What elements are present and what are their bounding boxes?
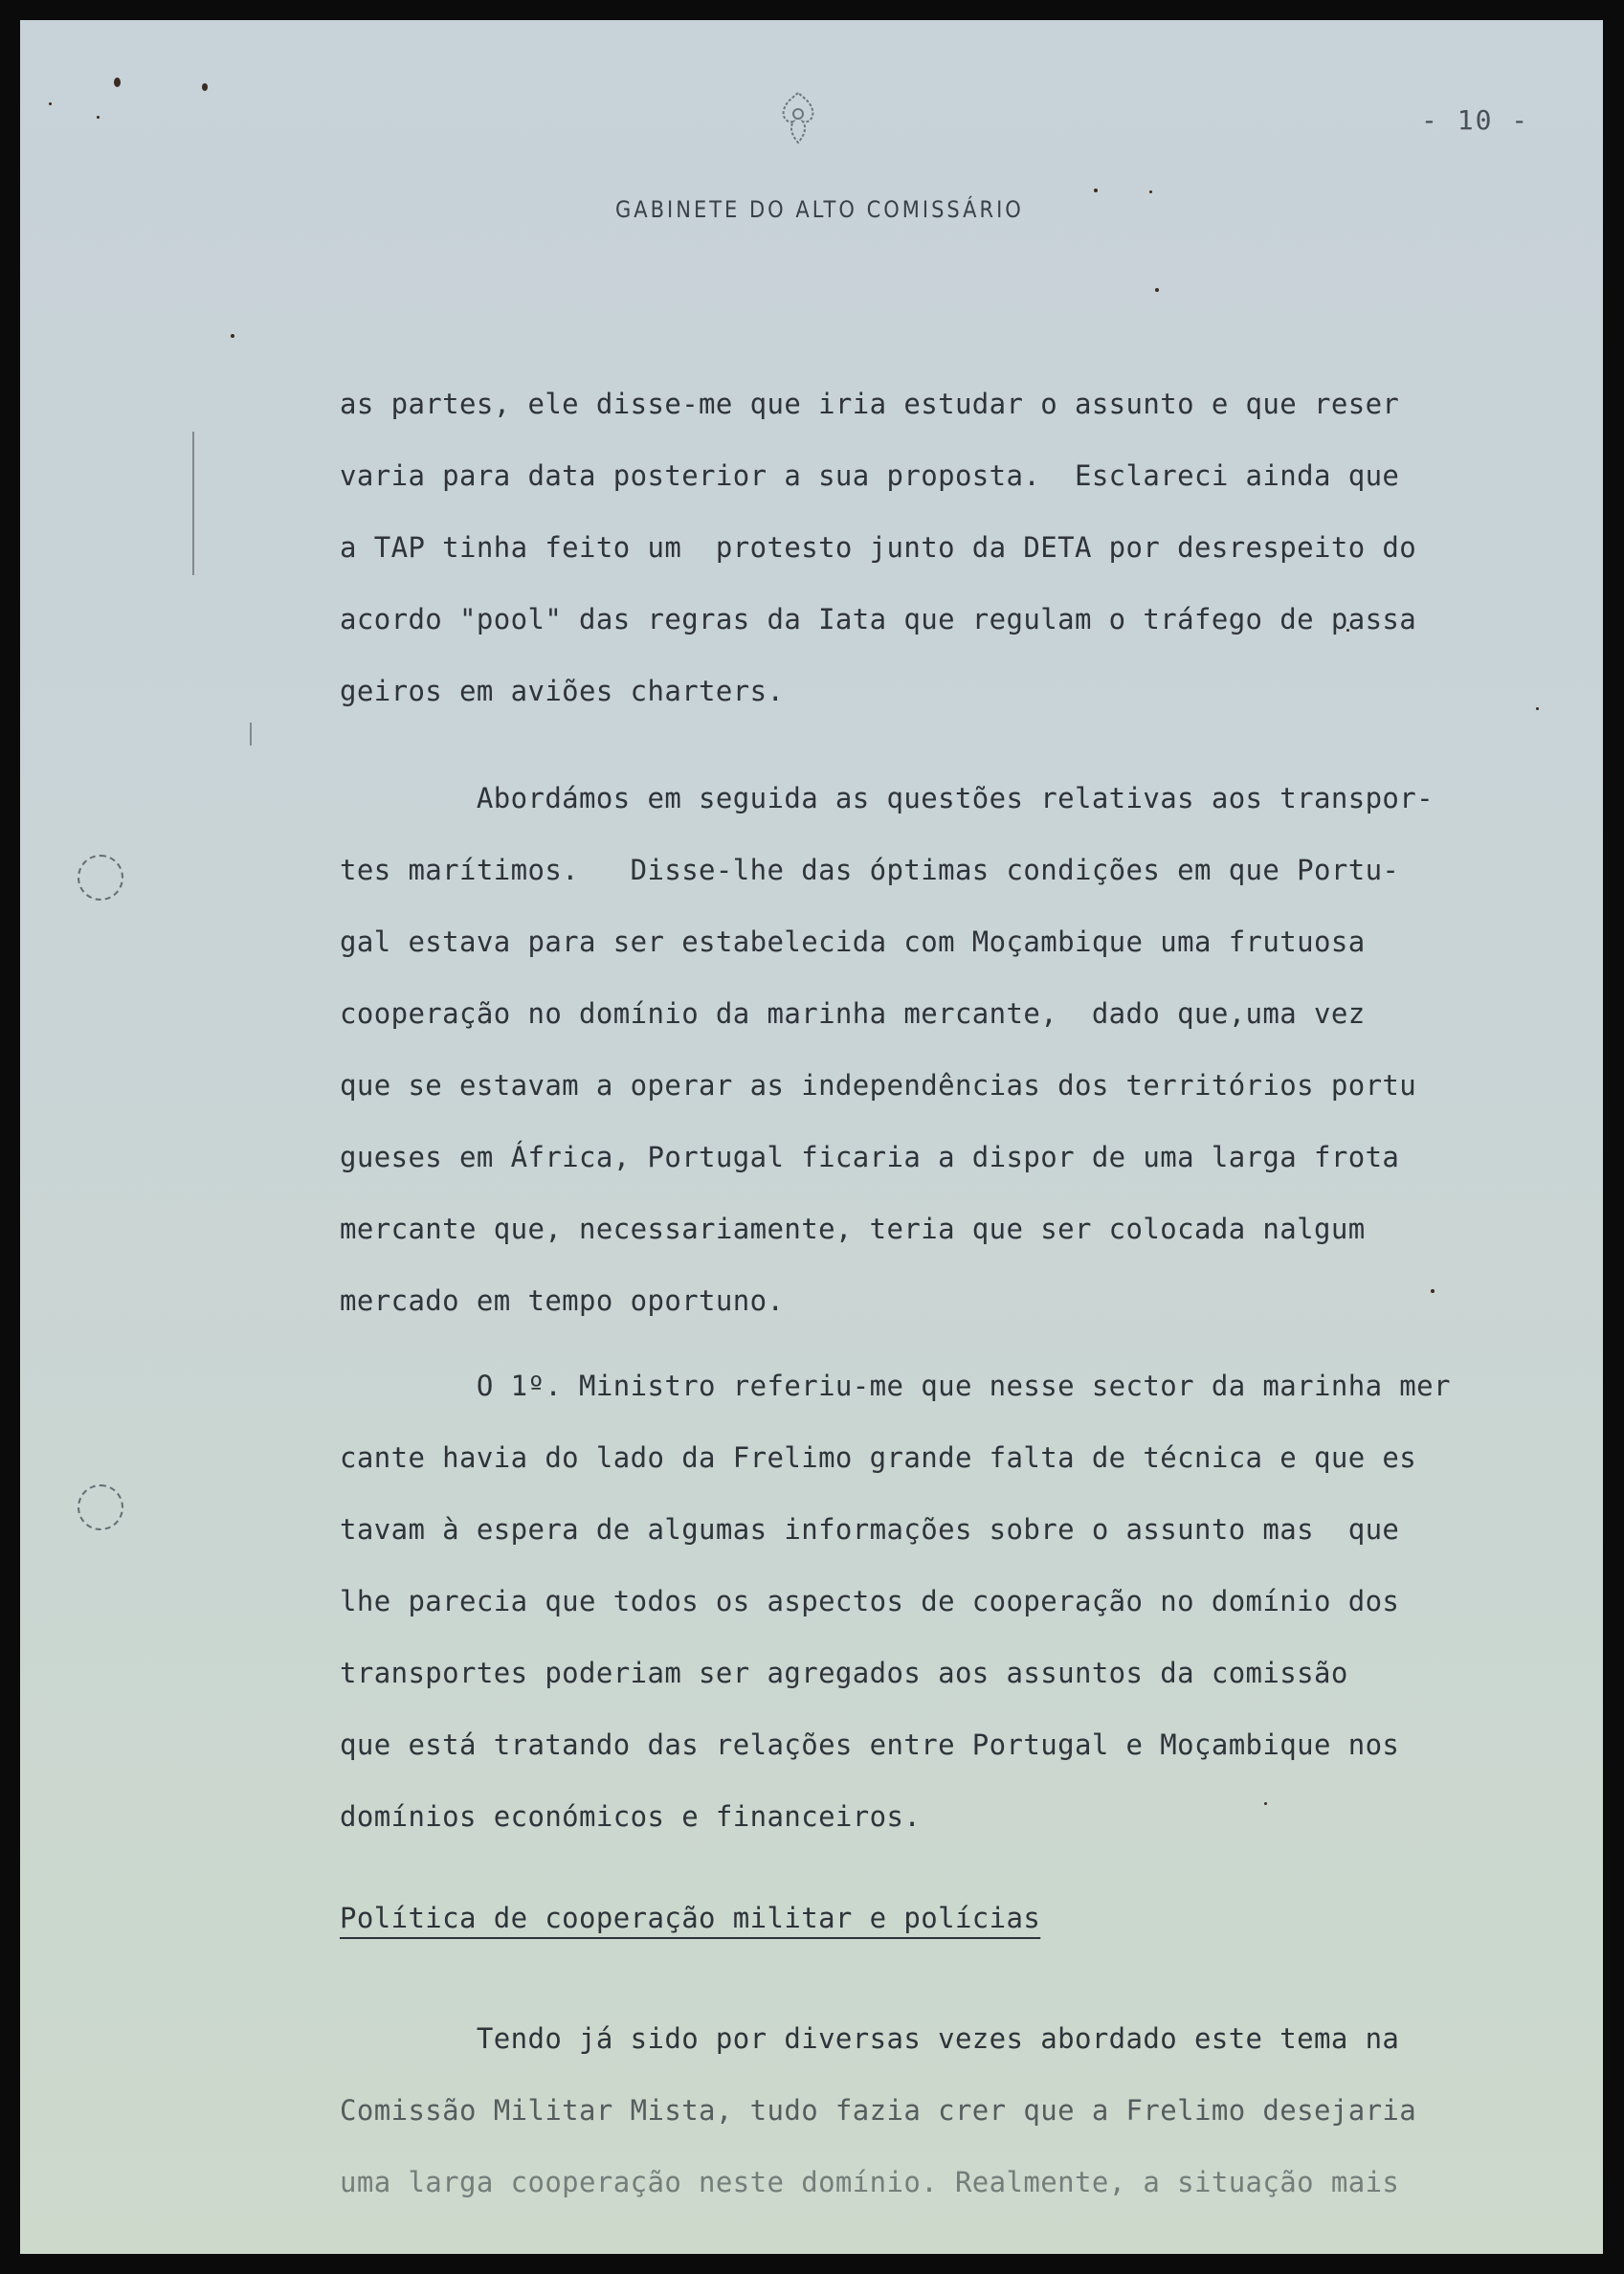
text-line: Tendo já sido por diversas vezes abordado este tema na — [340, 2022, 1400, 2055]
ink-speck — [202, 83, 208, 91]
text-line: domínios económicos e financeiros. — [340, 1800, 922, 1833]
text-line: acordo "pool" das regras da Iata que regulam o tráfego de passa — [340, 603, 1417, 635]
text-line: gueses em África, Portugal ficaria a dispor de uma larga frota — [340, 1141, 1400, 1173]
text-line: Abordámos em seguida as questões relativas aos transpor- — [340, 782, 1435, 814]
coat-of-arms-emblem — [776, 89, 820, 148]
text-line: tavam à espera de algumas informações sobre o assunto mas que — [340, 1513, 1400, 1546]
paragraph-military-cooperation — [340, 2003, 1574, 2218]
text-line: varia para data posterior a sua proposta. Esclareci ainda que — [340, 459, 1400, 492]
punch-hole — [78, 855, 123, 901]
margin-mark — [250, 723, 252, 746]
text-line: mercado em tempo oportuno. — [340, 1284, 785, 1317]
text-line: uma larga cooperação neste domínio. Realmente, a situação mais — [340, 2166, 1400, 2198]
ink-speck — [231, 334, 234, 338]
text-line: O 1º. Ministro referiu-me que nesse sector da marinha mer — [340, 1370, 1451, 1402]
letterhead: GABINETE DO ALTO COMISSÁRIO — [615, 196, 1024, 223]
ink-speck — [114, 78, 121, 87]
text-line: cante havia do lado da Frelimo grande falta de técnica e que es — [340, 1441, 1417, 1474]
ink-speck — [49, 102, 52, 105]
text-line: que está tratando das relações entre Portugal e Moçambique nos — [340, 1728, 1400, 1761]
text-line: lhe parecia que todos os aspectos de cooperação no domínio dos — [340, 1585, 1400, 1617]
margin-mark — [192, 432, 194, 575]
document-page — [20, 20, 1603, 2254]
punch-hole — [78, 1484, 123, 1530]
text-line: transportes poderiam ser agregados aos assuntos da comissão — [340, 1657, 1348, 1689]
text-line: que se estavam a operar as independências dos territórios portu — [340, 1069, 1417, 1102]
paragraph-airline — [340, 368, 1574, 727]
text-line: a TAP tinha feito um protesto junto da DETA por desrespeito do — [340, 531, 1417, 564]
ink-speck — [1155, 288, 1159, 292]
paragraph-maritime-transport — [340, 763, 1574, 1337]
text-line: cooperação no domínio da marinha mercante, dado que,uma vez — [340, 997, 1366, 1030]
ink-speck — [1149, 190, 1152, 193]
text-line: Comissão Militar Mista, tudo fazia crer que a Frelimo desejaria — [340, 2094, 1417, 2127]
ink-speck — [1094, 189, 1098, 192]
text-line: geiros em aviões charters. — [340, 675, 785, 707]
section-heading: Política de cooperação militar e polícias — [340, 1902, 1041, 1934]
text-line: gal estava para ser estabelecida com Moçambique uma frutuosa — [340, 925, 1366, 958]
text-line: as partes, ele disse-me que iria estudar o assunto e que reser — [340, 388, 1400, 420]
page-number: - 10 - — [1421, 104, 1530, 136]
paragraph-merchant-navy — [340, 1350, 1574, 1853]
ink-speck — [97, 116, 100, 119]
text-line: tes marítimos. Disse-lhe das óptimas condições em que Portu- — [340, 854, 1400, 886]
text-line: mercante que, necessariamente, teria que ser colocada nalgum — [340, 1213, 1366, 1245]
